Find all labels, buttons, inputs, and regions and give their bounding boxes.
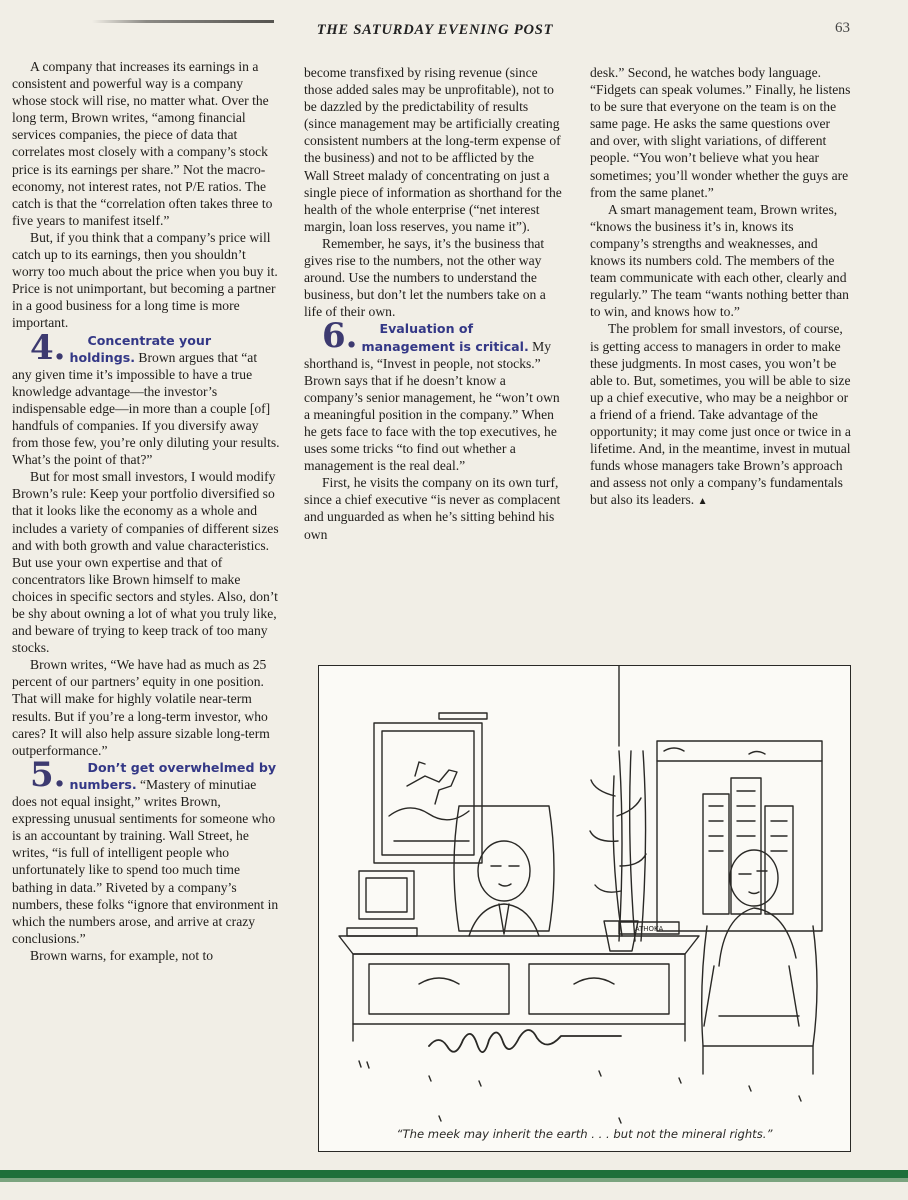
visitor-chair: [702, 926, 817, 1074]
section-heading: Evaluation of management is critical.: [361, 321, 529, 354]
computer: [347, 871, 417, 936]
header-rule: [92, 20, 274, 23]
paragraph: Brown writes, “We have had as much as 25 percent of our partners’ equity in one position. That will make for highly volatile near-term results. But if you’re a long-term investor, who cares? It will also help assure sizable long-term outperformance.”: [12, 657, 270, 758]
running-head: THE SATURDAY EVENING POST: [316, 22, 554, 38]
desk-plaque-text: ATHOKA: [634, 925, 664, 933]
paragraph: First, he visits the company on its own turf, since a chief executive “is never as complacent and unguarded as when he’s sitting behind his own: [304, 475, 561, 542]
cartoon-caption: “The meek may inherit the earth . . . but not the mineral rights.”: [396, 1127, 773, 1141]
bottom-color-band-light: [0, 1178, 908, 1182]
paragraph: But for most small investors, I would modify Brown’s rule: Keep your portfolio diversified so that it looks like the economy as a whole and includes a variety of companies of different sizes and with both growth and value characteristics. But use your own expertise and that of concentrators like Brown himself to make choices in specific sectors and styles. Also, don’t be shy about owning a lot of what you truly like, and beware of trying to keep track of too many stocks.: [12, 469, 279, 656]
article-column-1: [12, 58, 280, 964]
paragraph: Brown warns, for example, not to: [30, 947, 214, 963]
section-number: 6.: [322, 316, 358, 357]
paragraph-text: The problem for small investors, of course, is getting access to managers in order to make these judgments. In most cases, you won’t be able to. But, sometimes, you will be able to size up a chief executive, who may be a neighbor or a friend of a friend. Take advantage of the opportunity; it may come just once or twice in a lifetime. And, in the meantime, invest in mutual funds whose managers take Brown’s approach and assess not only a company’s fundamentals but also its leaders.: [590, 321, 851, 508]
bottom-color-band: [0, 1170, 908, 1178]
cartoon-illustration: [319, 666, 850, 1151]
paragraph: A company that increases its earnings in a consistent and powerful way is a company whose stock will rise, no matter what. Over the long term, Brown writes, “among financial services companies, the piece of data that correlates most closely with a company’s stock price is its earnings per share.” Not the macro-economy, not interest rates, not P/E ratios. The catch is that the “correlation often takes three to five years to manifest itself.”: [12, 59, 273, 228]
paragraph: become transfixed by rising revenue (since those added sales may be unprofitable), not to be dazzled by the predictability of results (since management may be artificially creating consistent numbers at the long-term expense of the business) and not to be afflicted by the Wall Street malady of concentrating on just a single piece of information as shorthand for the health of the whole enterprise (“net interest margin, loan loss reserves, you name it”).: [304, 65, 562, 234]
section-heading: Concentrate your holdings.: [69, 332, 212, 365]
end-mark-icon: ▲: [697, 496, 708, 508]
section-6: [304, 316, 562, 474]
page-number: 63: [835, 20, 850, 36]
article-column-2: [304, 64, 562, 543]
paragraph: But, if you think that a company’s price will catch up to its earnings, then you shouldn’t worry too much about the price when you buy it. Price is not unimportant, but becoming a partner in a good business for a long time is more important.: [12, 229, 278, 331]
article-column-3: [590, 64, 852, 510]
paragraph: desk.” Second, he watches body language. “Fidgets can speak volumes.” Finally, he listens to be sure that everyone on the team is on the same page. He asks the same questions over and over, with slight variations, of different people. “You won’t believe what you hear sometimes; you’ll wonder whether the guys are from the same planet.”: [590, 65, 851, 200]
section-text: Brown argues that “at any given time it’s impossible to have a true knowledge advantage—the investor’s indispensable edge—in more than a couple [of] handfuls of companies. If you diversify away from those few, you’re only diluting your results. What’s the point of that?”: [12, 349, 280, 468]
paragraph: [590, 320, 852, 510]
section-5: [12, 754, 280, 947]
cartoon: [318, 665, 851, 1152]
section-heading: Don’t get overwhelmed by numbers.: [69, 759, 277, 792]
section-text: “Mastery of minutiae does not equal insight,” writes Brown, expressing unusual sentiments for someone who is an accountant by training. Wall Street, he writes, “is full of intelligent people who unfortunately like to spend too much time bathing in data.” Riveted by a company’s numbers, these folks “ignore that environment in which the numbers arose, and arrive at crazy conclusions.”: [12, 776, 279, 946]
paragraph: Remember, he says, it’s the business that gives rise to the numbers, not the other way around. Use the numbers to understand the business, but don’t let the numbers take on a life of their own.: [304, 235, 546, 320]
executive-figure: [469, 841, 539, 936]
paragraph: A smart management team, Brown writes, “knows the business it’s in, knows its company’s strengths and weaknesses, and knows its numbers cold. The members of the team communicate with each other, clearly and regularly.” The team “wants nothing better than to win, and knows how to.”: [590, 201, 849, 320]
section-text: My shorthand is, “Invest in people, not stocks.” Brown says that if he doesn’t know a company’s senior management, he “won’t own a meaningful position in the company.” When he gets face to face with the top executives, he uses some tricks “to find out whether a management is the real deal.”: [304, 338, 560, 474]
section-4: [12, 327, 280, 469]
window: [657, 741, 822, 931]
painting: [374, 723, 482, 863]
desk: [339, 936, 699, 1041]
section-number: 5.: [30, 754, 66, 795]
section-number: 4.: [30, 327, 66, 368]
visitor-figure: [704, 850, 799, 1026]
